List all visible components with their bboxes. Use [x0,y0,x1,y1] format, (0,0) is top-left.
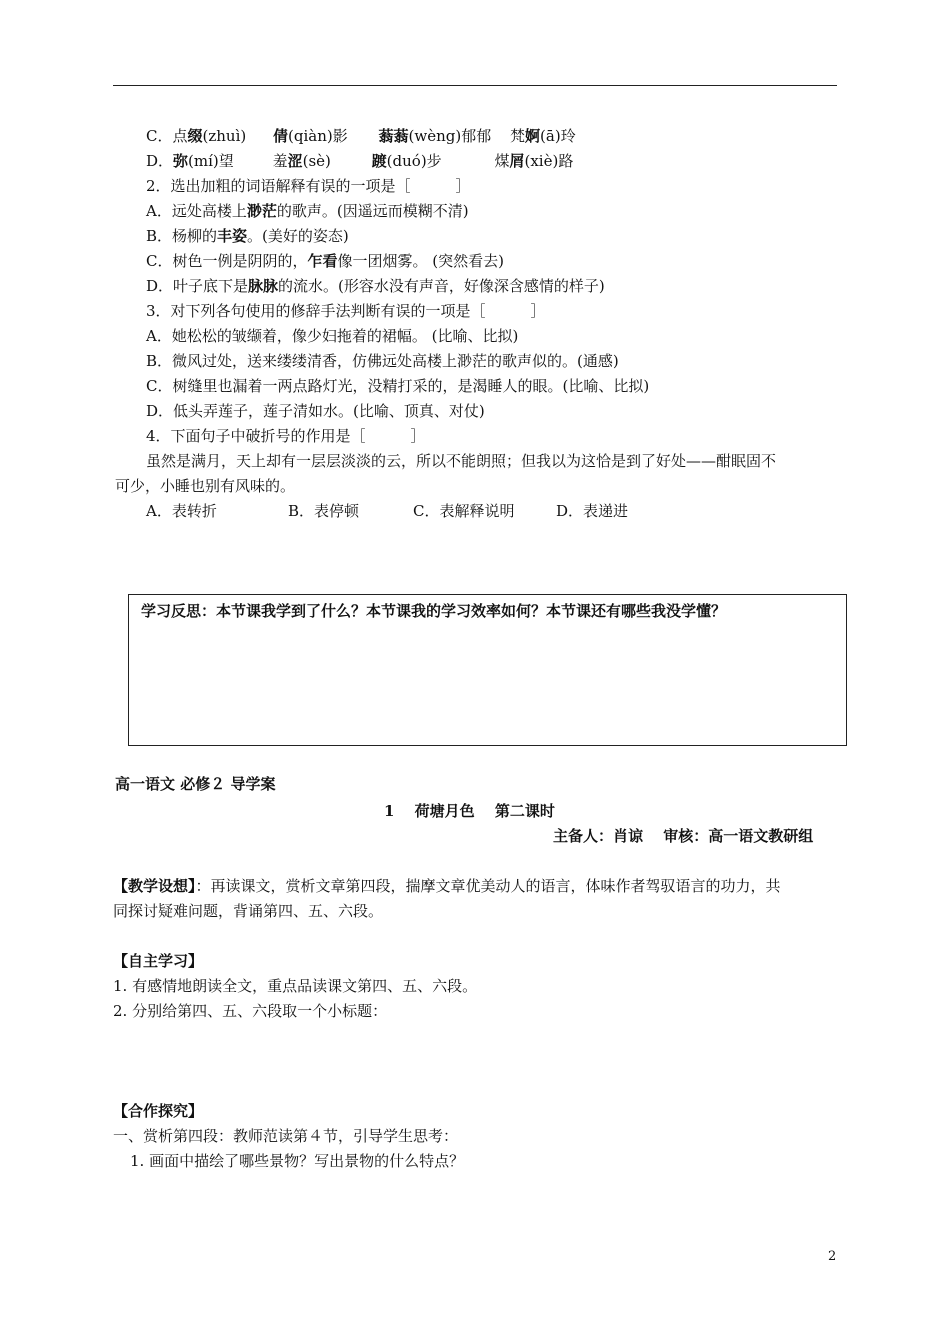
page-number: 2 [828,1249,837,1264]
q4-option-b: B．表停顿 [288,502,360,520]
q4-passage-line2: 可少，小睡也别有风味的。 [115,477,296,495]
q3-option-d: D．低头弄莲子，莲子清如水。(比喻、顶真、对仗) [146,402,485,420]
q4-stem: 4．下面句子中破折号的作用是［ ］ [146,427,426,445]
coop-title: 【合作探究】 [113,1102,204,1120]
q4-passage-line1: 虽然是满月，天上却有一层层淡淡的云，所以不能朗照；但我以为这恰是到了好处——酣眠固不 [146,452,777,470]
self-study-title: 【自主学习】 [113,952,204,970]
q4-option-d: D．表递进 [556,502,629,520]
authors: 主备人：肖谅 审核：高一语文教研组 [553,827,814,845]
q2-option-c: C．树色一例是阴阴的，乍看像一团烟雾。 (突然看去) [146,252,504,270]
course-title: 高一语文 必修２ 导学案 [115,775,276,793]
reflection-title: 学习反思：本节课我学到了什么？本节课我的学习效率如何？本节课还有哪些我没学懂？ [141,602,727,620]
q2-option-a: A．远处高楼上渺茫的歌声。(因遥远而模糊不清) [146,202,469,220]
self-study-item-1: 1. 有感情地朗读全文，重点品读课文第四、五、六段。 [113,977,478,995]
teaching-design-line1: 【教学设想】：再读课文，赏析文章第四段，揣摩文章优美动人的语言，体味作者驾驭语言的功力，共 [113,877,781,895]
q3-option-a: A．她松松的皱缬着，像少妇拖着的裙幅。 (比喻、比拟) [146,327,519,345]
q4-option-a: A．表转折 [146,502,217,520]
q1-option-d: D．弥(mí)望 羞涩(sè) 踱(duó)步 煤屑(xiè)路 [146,152,574,170]
q3-option-b: B．微风过处，送来缕缕清香，仿佛远处高楼上渺茫的歌声似的。(通感) [146,352,619,370]
q1-option-c: C．点缀(zhuì) 倩(qiàn)影 蓊蓊(wèng)郁郁 梵婀(ā)玲 [146,127,576,145]
coop-line1: 一、赏析第四段：教师范读第４节，引导学生思考： [113,1127,459,1145]
q2-option-d: D．叶子底下是脉脉的流水。(形容水没有声音，好像深含感情的样子) [146,277,605,295]
q4-option-c: C．表解释说明 [413,502,515,520]
header-rule [113,85,837,86]
q2-option-b: B．杨柳的丰姿。(美好的姿态) [146,227,349,245]
coop-line2: 1. 画面中描绘了哪些景物？写出景物的什么特点？ [130,1152,465,1170]
q3-stem: 3．对下列各句使用的修辞手法判断有误的一项是［ ］ [146,302,546,320]
q2-stem: 2．选出加粗的词语解释有误的一项是［ ］ [146,177,471,195]
reflection-box[interactable] [128,594,847,746]
lesson-title: 1 荷塘月色 第二课时 [384,802,555,820]
q3-option-c: C．树缝里也漏着一两点路灯光，没精打采的，是渴睡人的眼。(比喻、比拟) [146,377,650,395]
teaching-design-line2: 同探讨疑难问题，背诵第四、五、六段。 [113,902,384,920]
self-study-item-2: 2. 分别给第四、五、六段取一个小标题： [113,1002,388,1020]
